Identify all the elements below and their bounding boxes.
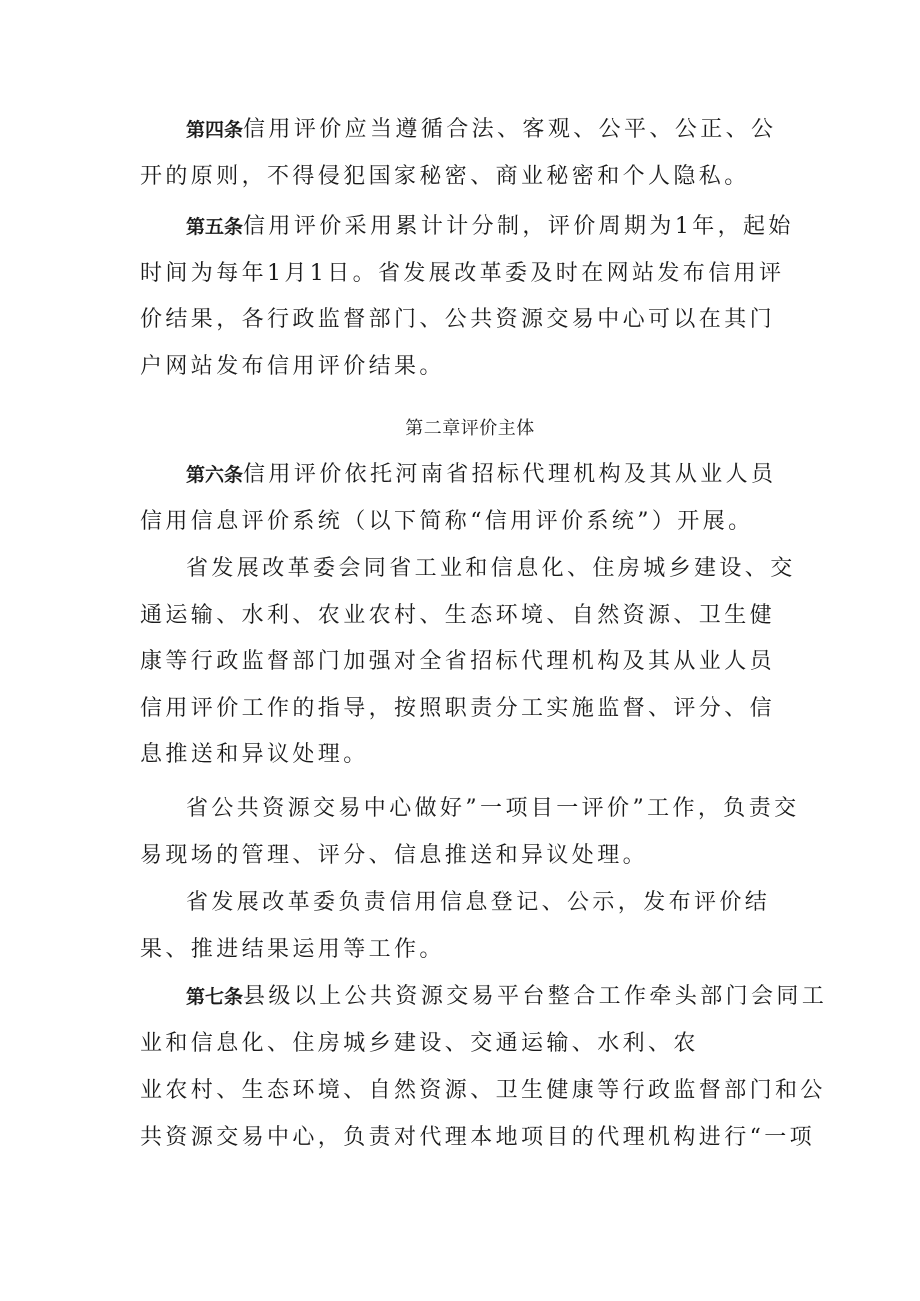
article-6-paragraph [140, 452, 800, 545]
article-6-label: 第六条 [186, 464, 244, 486]
article-6-text: 信用评价依托河南省招标代理机构及其从业人员信用信息评价系统（以下简称“信用评价系统”）开展。 [140, 462, 777, 534]
article-4-text: 信用评价应当遵循合法、客观、公平、公正、公开的原则，不得侵犯国家秘密、商业秘密和个人隐私。 [140, 117, 777, 189]
article-7-line-1 [140, 974, 828, 1021]
article-7-line-2: 业和信息化、住房城乡建设、交通运输、水利、农 [140, 1031, 699, 1056]
article-5-label: 第五条 [186, 216, 244, 238]
article-5-text: 信用评价采用累计计分制，评价周期为1年，起始时间为每年1月1日。省发展改革委及时在网站发布信用评价结果，各行政监督部门、公共资源交易中心可以在其门户网站发布信用评价结果。 [140, 214, 794, 379]
article-7-text-line-1: 县级以上公共资源交易平台整合工作牵头部门会同工 [243, 984, 828, 1009]
article-7-line-4: 共资源交易中心，负责对代理本地项目的代理机构进行“一项 [140, 1125, 816, 1150]
registration-paragraph: 省发展改革委负责信用信息登记、公示，发布评价结果、推进结果运用等工作。 [140, 890, 771, 962]
trading-center-paragraph: 省公共资源交易中心做好”一项目一评价”工作，负责交易现场的管理、评分、信息推送和异议处理。 [140, 796, 800, 868]
article-4-paragraph [140, 107, 800, 200]
article-4-label: 第四条 [186, 119, 244, 141]
article-5-paragraph [140, 204, 800, 390]
article-7-line-3: 业农村、生态环境、自然资源、卫生健康等行政监督部门和公 [140, 1078, 826, 1103]
supervision-paragraph: 省发展改革委会同省工业和信息化、住房城乡建设、交通运输、水利、农业农村、生态环境、自然资源、卫生健康等行政监督部门加强对全省招标代理机构及其从业人员信用评价工作的指导，按照职责分工实施监督、评分、信息推送和异议处理。 [140, 556, 796, 767]
article-7-label: 第七条 [186, 986, 244, 1008]
chapter-2-title: 第二章评价主体 [405, 418, 535, 439]
